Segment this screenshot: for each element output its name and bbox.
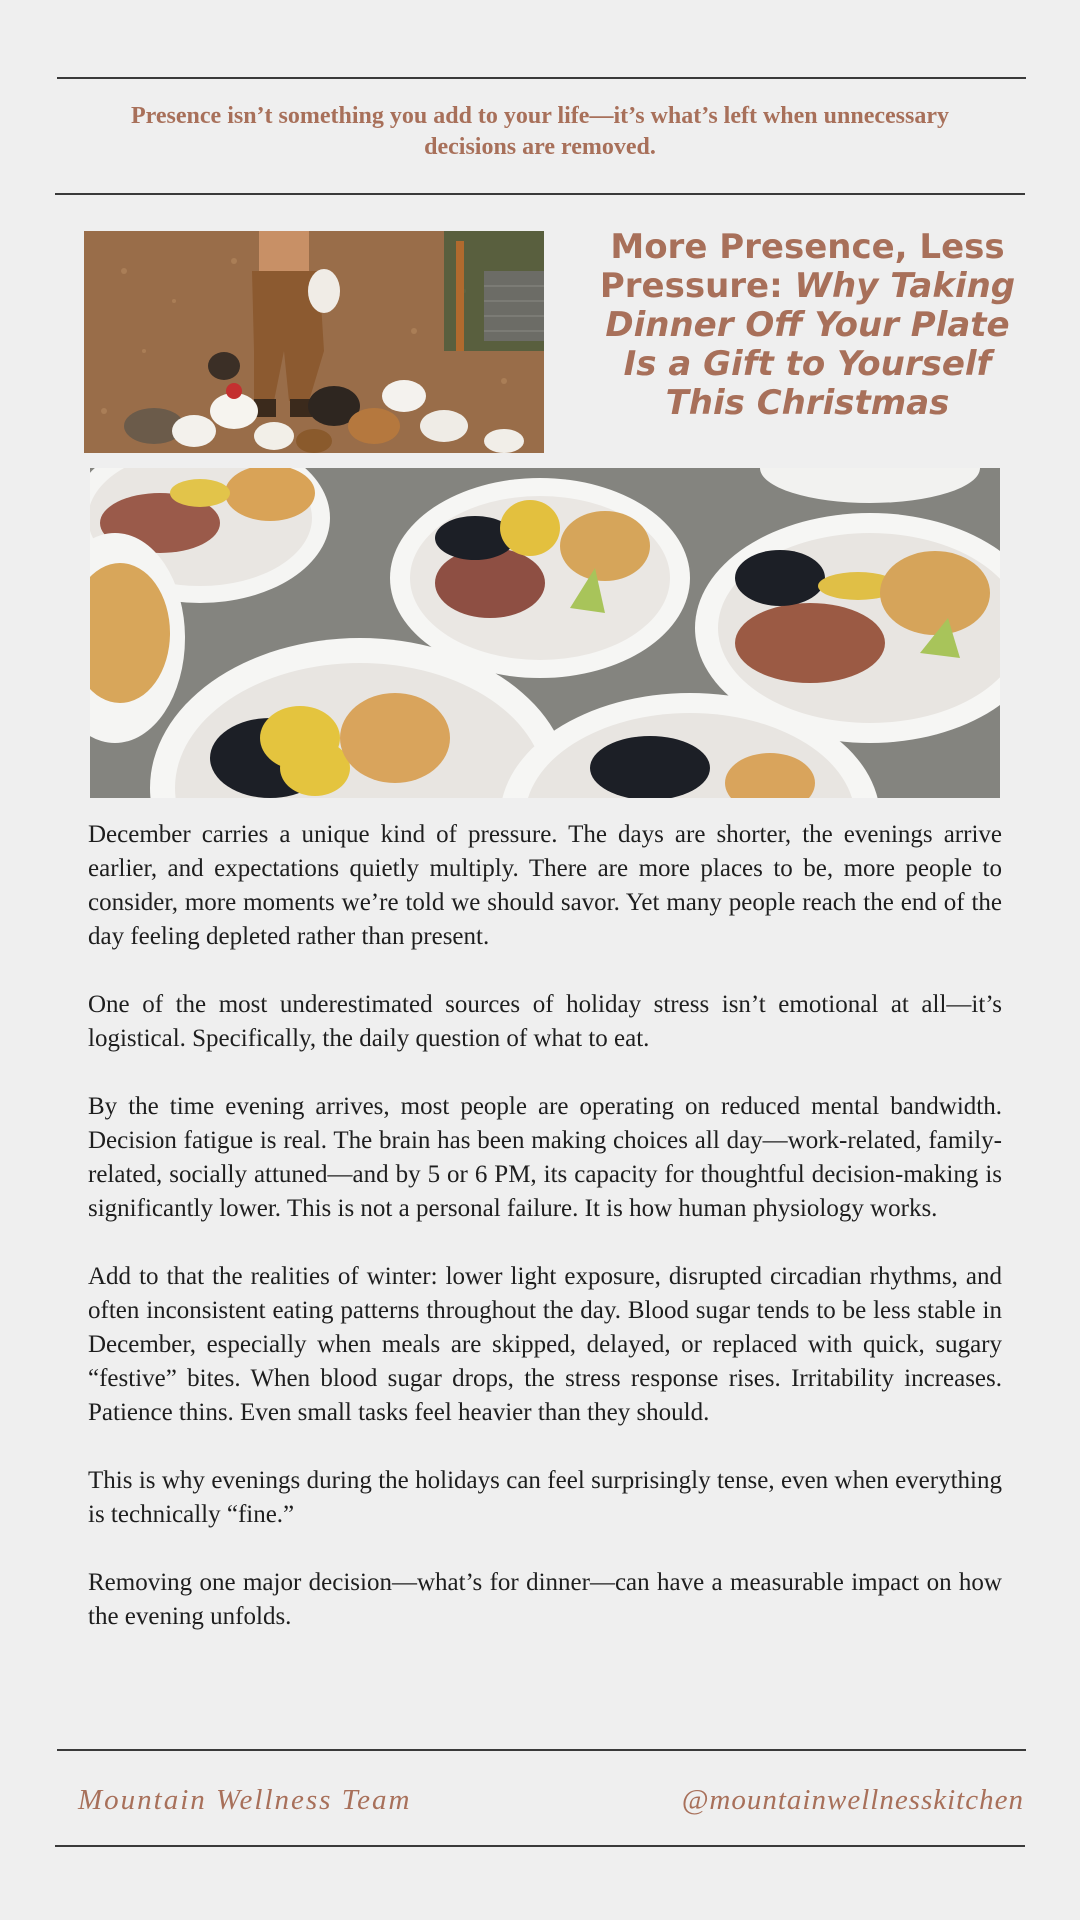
top-rule [57,77,1026,79]
chickens-photo [84,231,544,453]
meal-bowls-photo [90,468,1000,798]
paragraph: Add to that the realities of winter: lower light exposure, disrupted circadian rhythms, and often inconsistent eating patterns throughout the day. Blood sugar tends to be less stable in December, especially when meals are skipped, delayed, or replaced with quick, sugary “festive” bites. When blood sugar drops, the stress response rises. Irritability increases. Patience thins. Even small tasks feel heavier than they should. [88,1263,1002,1426]
paragraph: Removing one major decision—what’s for dinner—can have a measurable impact on how the evening unfolds. [88,1569,1002,1630]
footer-top-rule [57,1749,1026,1751]
article-title [585,228,1030,423]
footer-handle: @mountainwellnesskitchen [681,1784,1024,1816]
article-title-italic: Why Taking Dinner Off Your Plate Is a Gift to Yourself This Christmas [605,266,1016,423]
article-body [88,818,1002,1668]
header-bottom-rule [55,193,1025,195]
header-quote: Presence isn’t something you add to your life—it’s what’s left when unnecessary decisions are removed. [131,103,949,160]
footer-author: Mountain Wellness Team [78,1784,412,1816]
paragraph: By the time evening arrives, most people are operating on reduced mental bandwidth. Decision fatigue is real. The brain has been making choices all day—work-related, family-related, socially attuned—and by 5 or 6 PM, its capacity for thoughtful decision-making is significantly lower. This is not a personal failure. It is how human physiology works. [88,1093,1002,1222]
paragraph: This is why evenings during the holidays can feel surprisingly tense, even when everything is technically “fine.” [88,1467,1002,1528]
article-title-plain: More Presence, Less Pressure: [599,227,1005,306]
footer-bottom-rule [55,1845,1025,1847]
paragraph: One of the most underestimated sources of holiday stress isn’t emotional at all—it’s logistical. Specifically, the daily question of what to eat. [88,991,1002,1052]
paragraph: December carries a unique kind of pressure. The days are shorter, the evenings arrive earlier, and expectations quietly multiply. There are more places to be, more people to consider, more moments we’re told we should savor. Yet many people reach the end of the day feeling depleted rather than present. [88,821,1002,950]
